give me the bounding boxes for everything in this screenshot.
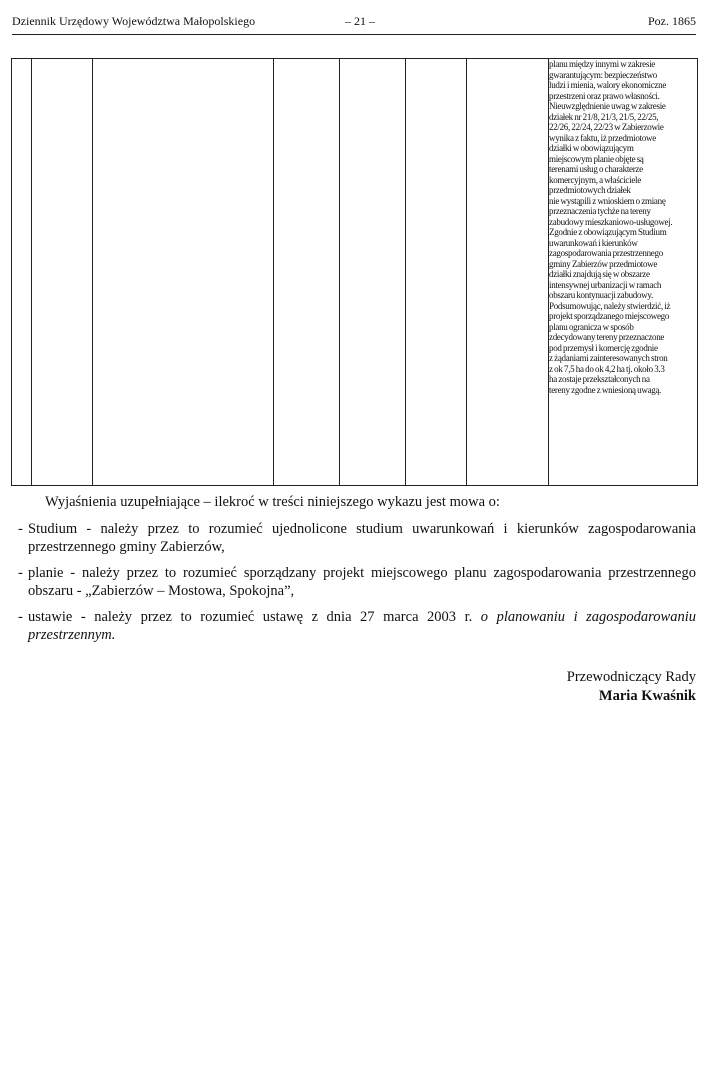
remark-line: Zgodnie z obowiązującym Studium [549, 227, 667, 237]
remark-line: zabudowy mieszkaniowo-usługowej. [549, 216, 673, 227]
table-cell-parcel [274, 59, 340, 486]
remark-line: zagospodarowania przestrzennego [549, 248, 663, 258]
page-number: – 21 – [345, 14, 375, 28]
remark-line: z żądaniami zainteresowanych stron [549, 353, 668, 363]
remark-line: projekt sporządzanego miejscowego [549, 311, 670, 321]
remark-line: gwarantującym: bezpieczeństwo [549, 69, 657, 80]
remark-line: pod przemysł i komercję zgodnie [549, 342, 658, 353]
table-cell-decision-rejected [467, 59, 549, 486]
remark-line: obszaru kontynuacji zabudowy. [549, 290, 653, 300]
page-header [12, 14, 696, 34]
remark-line: intensywnej urbanizacji w ramach [549, 279, 662, 290]
note-text: Studium - należy przez to rozumieć ujednolicone studium uwarunkowań i kierunków zagospodarowania przestrzennego gminy Zabierzów, [28, 521, 696, 555]
table-cell-decision-accepted [406, 59, 467, 486]
table-cell-date [32, 59, 93, 486]
remark-line: z ok 7,5 ha do ok 4,2 ha tj. około 3.3 [549, 363, 665, 374]
note-text: planie - należy przez to rozumieć sporządzany projekt miejscowego planu zagospodarowania przestrzennego obszaru - „Zabierzów – Mostowa, Spokojna”, [28, 565, 696, 599]
remark-line: przedmiotowych działek [549, 185, 631, 195]
remark-line: tereny zgodne z wniesioną uwagą. [549, 384, 662, 395]
position-number: Poz. 1865 [648, 14, 696, 28]
table-row [12, 59, 698, 486]
remark-line: ha zostaje przekształconych na [549, 374, 650, 384]
note-item-studium [18, 520, 696, 556]
table-cell-designation [340, 59, 406, 486]
header-rule [12, 34, 696, 35]
note-dash: - [18, 609, 23, 625]
remark-line: miejscowym planie objęte są [549, 153, 644, 164]
remark-line: 22/26, 22/24, 22/23 w Zabierzowie [549, 122, 664, 132]
table-cell-remarks [549, 59, 698, 486]
remark-line: wynika z faktu, iż przedmiotowe [549, 132, 656, 143]
signature-block [567, 668, 696, 706]
notes-intro: Wyjaśnienia uzupełniające – ilekroć w treści niniejszego wykazu jest mowa o: [45, 494, 500, 510]
remark-line: planu między innymi w zakresie [549, 59, 655, 69]
remark-line: planu ogranicza w sposób [549, 321, 634, 332]
explanatory-notes [18, 493, 696, 652]
note-text: ustawie - należy przez to rozumieć ustawę z dnia 27 marca 2003 r. [28, 609, 473, 625]
remark-line: zdecydowany tereny przeznaczone [549, 332, 665, 342]
remark-line: terenami usług o charakterze [549, 164, 643, 174]
remark-line: nie wystąpili z wnioskiem o zmianę [549, 195, 666, 206]
remark-text [549, 59, 697, 395]
remark-line: komercyjnym, a właściciele [549, 174, 641, 185]
note-item-plan [18, 564, 696, 600]
remark-line: uwarunkowań i kierunków [549, 237, 638, 248]
remark-line: przeznaczenia tychże na tereny [549, 206, 651, 216]
table-cell-lp [12, 59, 32, 486]
remark-line: gminy Zabierzów przedmiotowe [549, 258, 658, 269]
journal-title: Dziennik Urzędowy Województwa Małopolskiego [12, 14, 256, 28]
note-dash: - [18, 565, 23, 581]
table-cell-content [93, 59, 274, 486]
remark-line: działki znajdują się w obszarze [549, 269, 650, 279]
signature-name: Maria Kwaśnik [598, 688, 696, 704]
note-item-act [18, 608, 696, 644]
remark-line: działek nr 21/8, 21/3, 21/5, 22/25, [549, 111, 659, 122]
signature-role: Przewodniczący Rady [566, 669, 696, 685]
note-dash: - [18, 521, 23, 537]
act-title: o planowaniu i zagospodarowaniu przestrzennym. [28, 609, 696, 643]
remark-line: działki w obowiązującym [549, 143, 634, 153]
remark-line: Nieuwzględnienie uwag w zakresie [549, 101, 666, 111]
comments-table [11, 58, 698, 486]
remark-line: ludzi i mienia, walory ekonomiczne [549, 80, 667, 90]
remark-line: przestrzeni oraz prawo własności. [549, 90, 660, 101]
remark-line: Podsumowując, należy stwierdzić, iż [549, 300, 671, 311]
